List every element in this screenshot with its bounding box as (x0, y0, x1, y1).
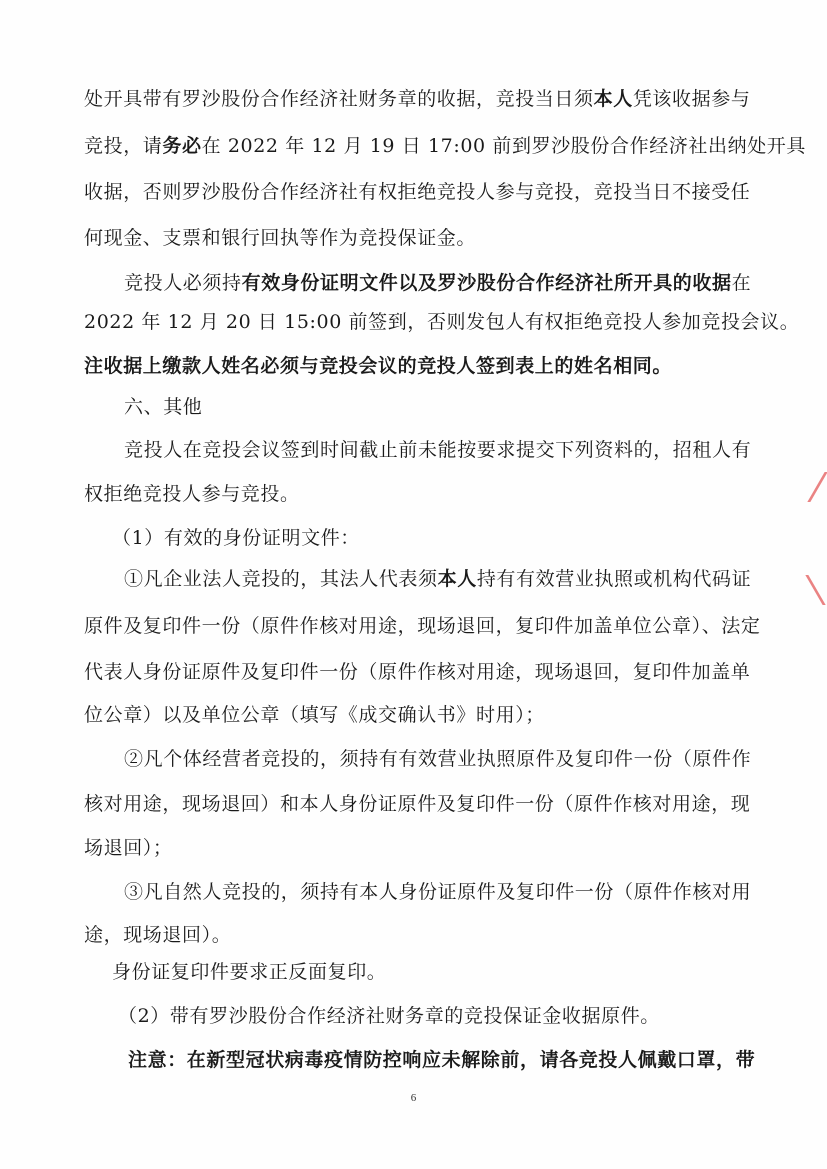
paragraph-line-5 (124, 271, 764, 295)
text-segment: ②凡个体经营者竞投的，须持有有效营业执照原件及复印件一份（原件作 (124, 748, 752, 770)
text-segment: 代表人身份证原件及复印件一份（原件作核对用途，现场退回，复印件加盖单 (84, 661, 751, 683)
red-seal-stamp-mark (805, 575, 827, 605)
paragraph-line-9 (124, 438, 764, 462)
list-item-2-line-2 (84, 792, 764, 816)
text-segment: 在 2022 年 12 月 19 日 17:00 前到罗沙股份合作经济社出纳处开具 (201, 135, 806, 157)
text-segment-bold: 务必 (162, 135, 202, 157)
text-segment: 在 (731, 272, 752, 294)
text-segment-bold: 本人 (437, 568, 477, 590)
text-segment: （2）带有罗沙股份合作经济社财务章的竞投保证金收据原件。 (118, 1005, 660, 1027)
text-segment-bold: 注收据上缴款人姓名必须与竞投会议的竞投人签到表上的姓名相同。 (84, 355, 673, 377)
text-segment: 原件及复印件一份（原件作核对用途，现场退回，复印件加盖单位公章）、法定 (84, 615, 761, 637)
text-segment: 权拒绝竞投人参与竞投。 (84, 483, 300, 505)
text-segment-bold: 注意：在新型冠状病毒疫情防控响应未解除前，请各竞投人佩戴口罩，带 (128, 1049, 756, 1071)
text-segment-bold: 本人 (593, 88, 633, 110)
red-seal-stamp-mark (807, 472, 827, 502)
text-segment: 场退回）； (84, 837, 173, 859)
section-title: 六、其他 (124, 396, 203, 418)
text-segment: （1）有效的身份证明文件： (112, 527, 360, 549)
paragraph-line-3 (84, 180, 764, 204)
list-item-2-line-3 (84, 836, 764, 860)
text-segment: 何现金、支票和银行回执等作为竞投保证金。 (84, 227, 477, 249)
section-heading (124, 395, 804, 419)
text-segment: 凭该收据参与 (632, 88, 751, 110)
text-segment: 途，现场退回）。 (84, 924, 232, 946)
id-copy-note (112, 960, 792, 984)
text-segment-bold: 有效身份证明文件以及罗沙股份合作经济社所开具的收据 (241, 272, 732, 294)
text-segment: ③凡自然人竞投的，须持有本人身份证原件及复印件一份（原件作核对用 (124, 881, 752, 903)
paragraph-line-4 (84, 226, 764, 250)
paragraph-line-1 (84, 87, 764, 111)
text-segment: 处开具带有罗沙股份合作经济社财务章的收据，竞投当日须 (84, 88, 594, 110)
text-segment: 收据，否则罗沙股份合作经济社有权拒绝竞投人参与竞投，竞投当日不接受任 (84, 181, 751, 203)
list-item-3-line-2 (84, 923, 764, 947)
list-item-3-line-1 (124, 880, 764, 904)
text-segment: 竞投人在竞投会议签到时间截止前未能按要求提交下列资料的，招租人有 (124, 439, 752, 461)
notice-line (128, 1048, 768, 1072)
text-segment: 竞投，请 (84, 135, 163, 157)
list-item-1-line-4 (84, 703, 764, 727)
list-item-1-line-3 (84, 660, 764, 684)
list-item-2-line-1 (124, 747, 764, 771)
text-segment: 持有有效营业执照或机构代码证 (476, 568, 752, 590)
text-segment: 位公章）以及单位公章（填写《成交确认书》时用）； (84, 704, 545, 726)
list-item-1-line-1 (124, 567, 764, 591)
paragraph-line-6 (84, 310, 800, 334)
page-number: 6 (410, 1092, 417, 1104)
paragraph-line-2 (84, 134, 806, 158)
text-segment: ①凡企业法人竞投的，其法人代表须 (124, 568, 438, 590)
text-segment: 竞投人必须持 (124, 272, 242, 294)
text-segment: 核对用途，现场退回）和本人身份证原件及复印件一份（原件作核对用途，现 (84, 793, 751, 815)
list-heading-1 (112, 526, 792, 550)
text-segment: 2022 年 12 月 20 日 15:00 前签到，否则发包人有权拒绝竞投人参加竞投会议。 (84, 311, 800, 333)
list-item-1-line-2 (84, 614, 764, 638)
text-segment: 身份证复印件要求正反面复印。 (112, 961, 387, 983)
list-heading-2 (118, 1004, 798, 1028)
paragraph-line-10 (84, 482, 764, 506)
paragraph-line-7 (84, 354, 764, 378)
